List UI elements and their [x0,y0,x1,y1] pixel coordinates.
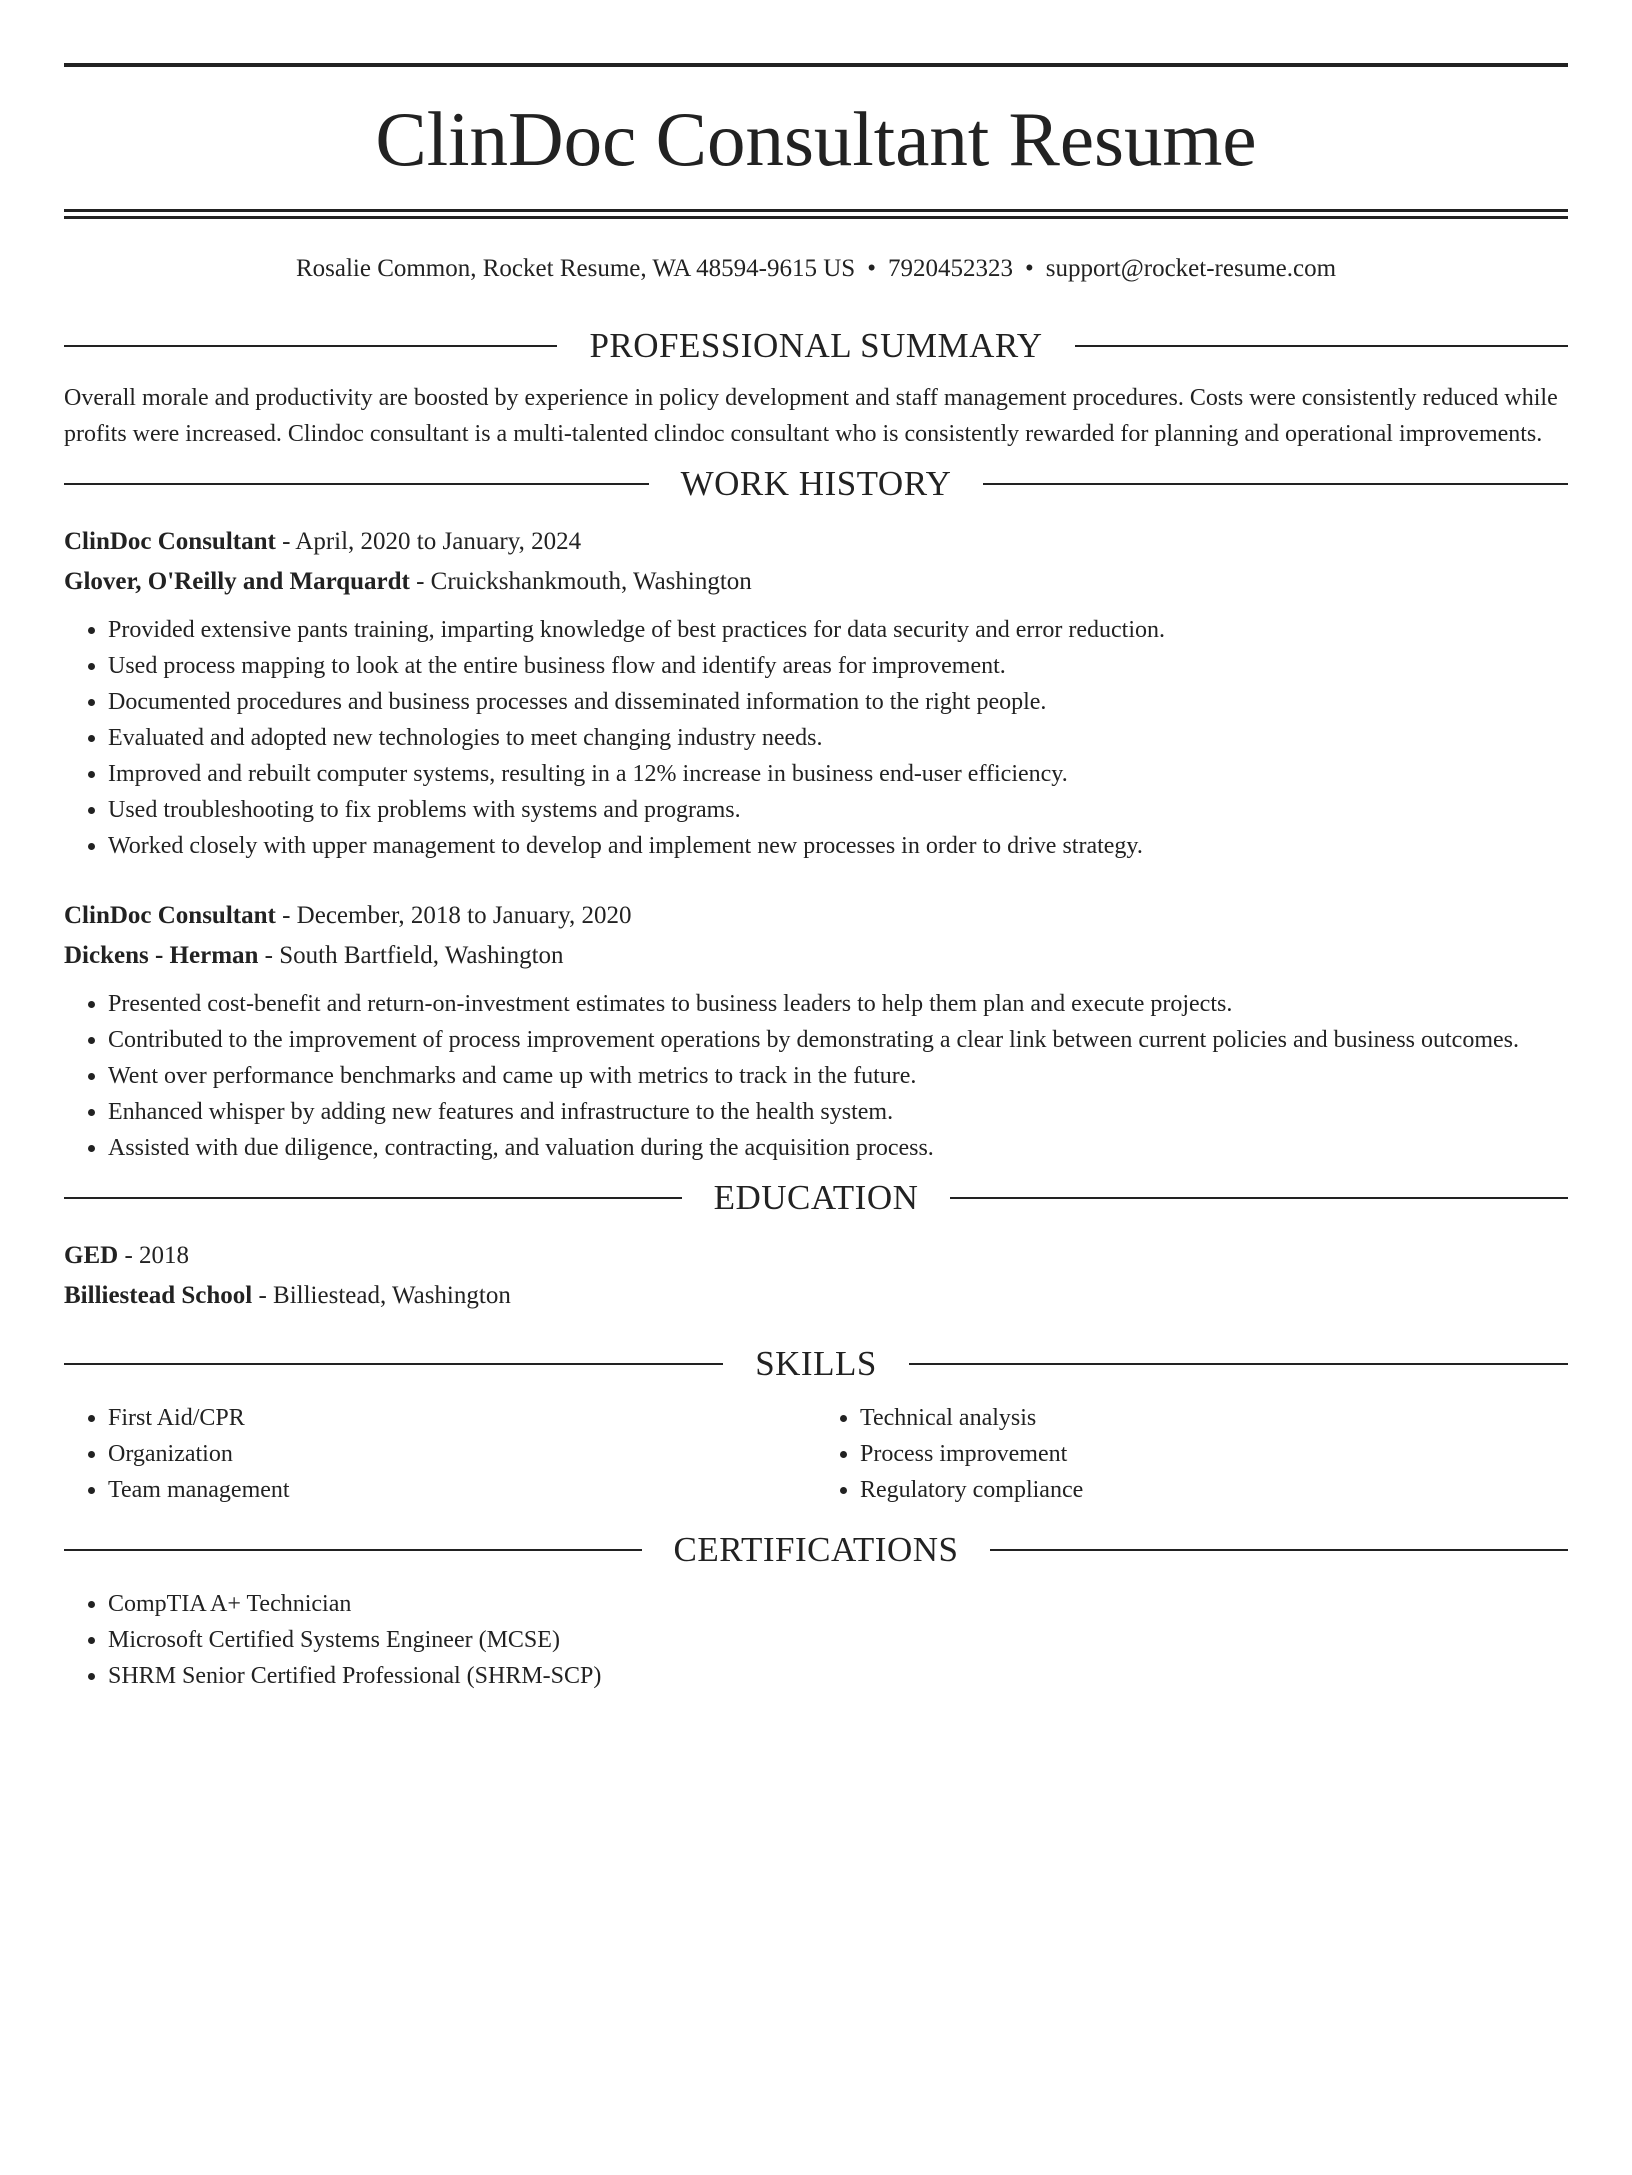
contact-separator: • [867,255,876,282]
resume-page [0,63,1632,2175]
list-item: • Evaluated and adopted new technologies to meet changing industry needs. [108,720,1568,756]
list-item: • First Aid/CPR [108,1400,816,1436]
job-company-line [64,936,1568,976]
list-item: • Technical analysis [860,1400,1568,1436]
education-degree-line [64,1236,1568,1276]
job-company: Dickens - Herman [64,942,259,969]
skills-list-left [64,1400,816,1508]
section-title: PROFESSIONAL SUMMARY [589,326,1043,365]
job-title-line [64,522,1568,562]
job-title: ClinDoc Consultant [64,902,276,929]
heading-rule-left [64,483,649,485]
list-item: • Team management [108,1472,816,1508]
education-entry [64,1236,1568,1316]
list-item: • Organization [108,1436,816,1472]
job-dates: - December, 2018 to January, 2020 [282,902,632,929]
top-rule [64,63,1568,67]
section-title: CERTIFICATIONS [673,1530,959,1569]
skills-grid [64,1400,1568,1508]
summary-section-heading [64,326,1568,366]
heading-rule-left [64,1549,642,1551]
heading-rule-left [64,1363,723,1365]
certifications-section-heading [64,1530,1568,1570]
title-double-rule [64,209,1568,219]
list-item: • Used troubleshooting to fix problems with systems and programs. [108,792,1568,828]
summary-text: Overall morale and productivity are boosted by experience in policy development and staff management procedures. Costs were consistently reduced while profits were increased. Clindoc consultant is a multi-talented clindoc consultant who is consistently rewarded for planning and operational improvements. [64,385,1558,447]
job-dates: - April, 2020 to January, 2024 [282,528,582,555]
contact-email: support@rocket-resume.com [1045,255,1337,282]
education-school: Billiestead School [64,1282,253,1309]
education-location: - Billiestead, Washington [258,1282,511,1309]
list-item: • Contributed to the improvement of process improvement operations by demonstrating a clear link between current policies and business outcomes. [108,1022,1568,1058]
list-item: • Presented cost-benefit and return-on-investment estimates to business leaders to help them plan and execute projects. [108,986,1568,1022]
job-title-line [64,896,1568,936]
contact-address: Rosalie Common, Rocket Resume, WA 48594-9615 US [295,255,856,282]
certifications-list [64,1586,1568,1694]
list-item: • Improved and rebuilt computer systems, resulting in a 12% increase in business end-user efficiency. [108,756,1568,792]
list-item: • Assisted with due diligence, contracting, and valuation during the acquisition process. [108,1130,1568,1166]
list-item: • Documented procedures and business processes and disseminated information to the right people. [108,684,1568,720]
section-title: SKILLS [755,1344,877,1383]
education-degree: GED [64,1242,119,1269]
contact-separator: • [1024,255,1034,282]
heading-rule-right [1075,345,1568,347]
list-item: • Went over performance benchmarks and came up with metrics to track in the future. [108,1058,1568,1094]
contact-phone: 7920452323 [887,255,1013,282]
job-entry [64,896,1568,1166]
job-company: Glover, O'Reilly and Marquardt [64,568,410,595]
heading-rule-right [990,1549,1568,1551]
list-item: • Process improvement [860,1436,1568,1472]
education-section-heading [64,1178,1568,1218]
education-year: - 2018 [124,1242,190,1269]
list-item: • Enhanced whisper by adding new features and infrastructure to the health system. [108,1094,1568,1130]
job-bullets [64,612,1568,864]
job-company-line [64,562,1568,602]
list-item: • Regulatory compliance [860,1472,1568,1508]
resume-title: ClinDoc Consultant Resume [375,96,1257,182]
heading-rule-right [909,1363,1568,1365]
list-item: • Worked closely with upper management to develop and implement new processes in order to drive strategy. [108,828,1568,864]
section-title: WORK HISTORY [680,464,952,503]
work-section-heading [64,464,1568,504]
heading-rule-right [950,1197,1568,1199]
section-title: EDUCATION [713,1178,919,1217]
job-bullets [64,986,1568,1166]
list-item: • Provided extensive pants training, imparting knowledge of best practices for data security and error reduction. [108,612,1568,648]
list-item: • Used process mapping to look at the entire business flow and identify areas for improvement. [108,648,1568,684]
skills-section-heading [64,1344,1568,1384]
list-item: • Microsoft Certified Systems Engineer (MCSE) [108,1622,1568,1658]
skills-list-right [816,1400,1568,1508]
contact-line [64,254,1568,284]
job-location: - Cruickshankmouth, Washington [416,568,752,595]
job-entry [64,522,1568,864]
heading-rule-left [64,345,557,347]
job-title: ClinDoc Consultant [64,528,276,555]
heading-rule-left [64,1197,682,1199]
list-item: • CompTIA A+ Technician [108,1586,1568,1622]
heading-rule-right [983,483,1568,485]
job-location: - South Bartfield, Washington [264,942,564,969]
education-school-line [64,1276,1568,1316]
list-item: • SHRM Senior Certified Professional (SHRM-SCP) [108,1658,1568,1694]
